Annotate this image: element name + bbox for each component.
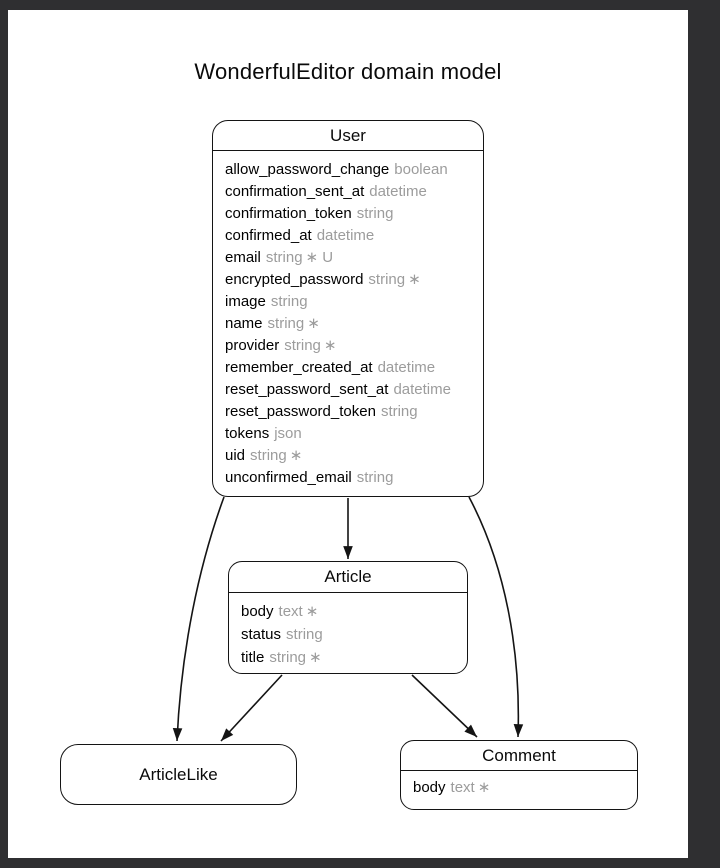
attribute-type: string xyxy=(265,249,303,266)
attribute-type: string xyxy=(286,626,323,643)
attribute-type: string xyxy=(270,293,308,310)
entity-comment-title: Comment xyxy=(401,741,637,771)
attribute-type: string xyxy=(250,447,287,464)
attribute-row xyxy=(225,247,477,269)
entity-article-attributes xyxy=(229,593,467,669)
entity-user-attributes xyxy=(213,151,483,489)
attribute-row xyxy=(225,181,477,203)
attribute-name: reset_password_token xyxy=(225,403,376,420)
attribute-flags: ∗ xyxy=(323,337,337,354)
attribute-type: string xyxy=(356,469,394,486)
attribute-name: remember_created_at xyxy=(225,359,373,376)
diagram-title: WonderfulEditor domain model xyxy=(194,59,502,84)
attribute-flags: ∗ xyxy=(307,315,320,332)
attribute-type: text xyxy=(278,603,303,620)
attribute-flags: ∗ U xyxy=(305,249,334,266)
attribute-row xyxy=(225,313,477,335)
entity-comment-attributes xyxy=(401,771,637,799)
attribute-name: confirmation_sent_at xyxy=(225,183,365,200)
entity-articlelike-title: ArticleLike xyxy=(139,764,218,784)
attribute-name: status xyxy=(241,626,282,643)
entity-user-title: User xyxy=(213,121,483,151)
attribute-name: body xyxy=(413,779,446,796)
attribute-name: title xyxy=(241,649,265,666)
attribute-name: name xyxy=(225,315,263,332)
attribute-name: body xyxy=(241,603,274,620)
attribute-row xyxy=(225,401,477,423)
attribute-row xyxy=(241,646,461,669)
attribute-type: string xyxy=(380,403,418,420)
attribute-flags: ∗ xyxy=(289,447,303,464)
attribute-row xyxy=(225,225,477,247)
entity-user xyxy=(212,120,484,497)
entity-articlelike xyxy=(60,744,297,805)
attribute-row xyxy=(241,600,461,623)
entity-comment xyxy=(400,740,638,810)
attribute-row xyxy=(225,203,477,225)
attribute-flags: ∗ xyxy=(305,603,319,620)
attribute-name: allow_password_change xyxy=(225,161,390,178)
attribute-row xyxy=(225,379,477,401)
attribute-flags: ∗ xyxy=(408,271,421,288)
attribute-row xyxy=(241,623,461,646)
attribute-name: image xyxy=(225,293,266,310)
attribute-type: datetime xyxy=(369,183,427,200)
attribute-type: string xyxy=(284,337,321,354)
attribute-type: string xyxy=(368,271,406,288)
attribute-type: datetime xyxy=(393,381,451,398)
attribute-type: string xyxy=(267,315,305,332)
attribute-row xyxy=(225,335,477,357)
entity-article xyxy=(228,561,468,674)
entity-article-title: Article xyxy=(229,562,467,593)
attribute-name: unconfirmed_email xyxy=(225,469,352,486)
attribute-row xyxy=(225,291,477,313)
attribute-type: text xyxy=(450,779,475,796)
attribute-name: provider xyxy=(225,337,280,354)
attribute-name: encrypted_password xyxy=(225,271,364,288)
attribute-row xyxy=(225,445,477,467)
attribute-row xyxy=(225,269,477,291)
attribute-name: reset_password_sent_at xyxy=(225,381,389,398)
attribute-name: uid xyxy=(225,447,246,464)
attribute-type: string xyxy=(269,649,307,666)
attribute-flags: ∗ xyxy=(309,649,322,666)
attribute-name: email xyxy=(225,249,261,266)
attribute-flags: ∗ xyxy=(477,779,491,796)
attribute-name: confirmed_at xyxy=(225,227,312,244)
attribute-row xyxy=(225,159,477,181)
attribute-name: tokens xyxy=(225,425,270,442)
attribute-type: boolean xyxy=(394,161,448,178)
attribute-type: datetime xyxy=(316,227,375,244)
attribute-row xyxy=(225,467,477,489)
attribute-type: string xyxy=(356,205,394,222)
attribute-row xyxy=(413,777,631,799)
attribute-name: confirmation_token xyxy=(225,205,352,222)
attribute-type: json xyxy=(274,425,302,442)
attribute-row xyxy=(225,357,477,379)
attribute-type: datetime xyxy=(377,359,436,376)
attribute-row xyxy=(225,423,477,445)
